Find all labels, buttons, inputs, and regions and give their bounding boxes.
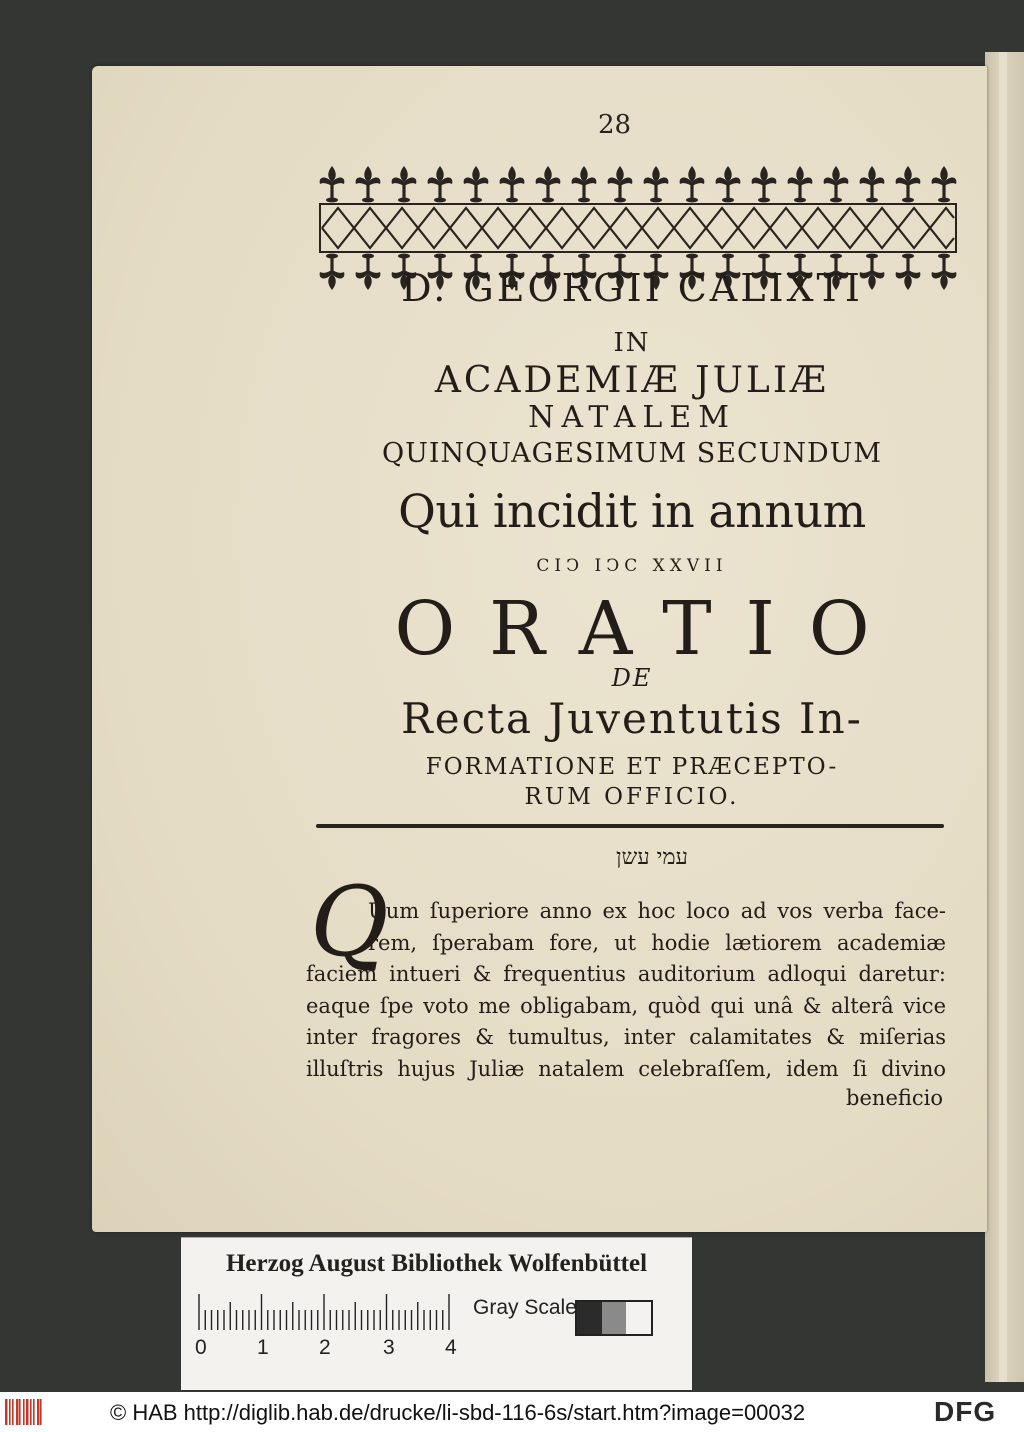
body-line: Uum ſuperiore anno ex hoc loco ad vos verba face- [368,899,946,923]
dfg-logo: DFG [934,1396,997,1427]
title-in: IN [613,328,651,358]
ruler-ticks-icon [197,1292,467,1332]
ruler-label: 0 [195,1336,207,1359]
title-subject-1: Recta Juventutis In- [401,694,863,743]
title-natalem: NATALEM [528,400,736,435]
body-text [306,896,946,1085]
ruler-label: 3 [383,1336,395,1359]
page-number: 28 [597,110,632,140]
body-line: rem, ſperabam fore, ut hodie lætiorem academiæ [368,930,946,955]
color-calibration-card [181,1237,692,1390]
next-page-edge [985,52,1024,1382]
book-page [92,66,987,1232]
source-url[interactable]: © HAB http://diglib.hab.de/drucke/li-sbd-116-6s/start.htm?image=00032 [110,1400,806,1425]
body-line: eaque ſpe voto me obligabam, quòd qui unâ & alterâ vice [306,993,946,1018]
body-line: illuſtris hujus Juliæ natalem celebraſſem, idem ſi divino [306,1056,946,1081]
gray-swatch-dark [577,1302,602,1334]
title-academy: ACADEMIÆ JULIÆ [434,360,830,401]
ruler-label: 2 [319,1336,331,1359]
title-year: CIↃ IↃC XXVII [536,556,728,576]
gray-scale-swatches [575,1300,653,1336]
hab-barcode-logo-icon [4,1397,44,1427]
footer-bar [0,1392,1024,1432]
title-oratio: ORATIO [394,586,904,672]
ruler-label: 1 [257,1336,269,1359]
title-author: D. GEORGII CALIXTI [401,266,863,310]
catchword: beneficio [846,1086,943,1110]
gray-swatch-mid [602,1302,627,1334]
title-year-intro: Qui incidit in annum [398,484,866,538]
body-line: inter fragores & tumultus, inter calamitates & miſerias [306,1025,946,1049]
ruler-label: 4 [445,1336,457,1359]
drop-cap: Q [310,866,389,978]
title-subject-3: RUM OFFICIO. [524,784,740,810]
hebrew-motto: עמי עשן [616,845,688,870]
title-de: DE [611,664,653,692]
gray-scale-label: Gray Scale [473,1296,577,1319]
title-subject-2: FORMATIONE ET PRÆCEPTO- [425,754,839,780]
divider-rule [316,824,944,828]
ruler-scale [195,1336,465,1360]
library-name: Herzog August Bibliothek Wolfenbüttel [225,1250,648,1277]
body-line: faciem intueri & frequentius auditorium adloqui daretur: [306,962,946,986]
title-anniversary: QUINQUAGESIMUM SECUNDUM [381,438,883,469]
gray-swatch-light [626,1302,651,1334]
